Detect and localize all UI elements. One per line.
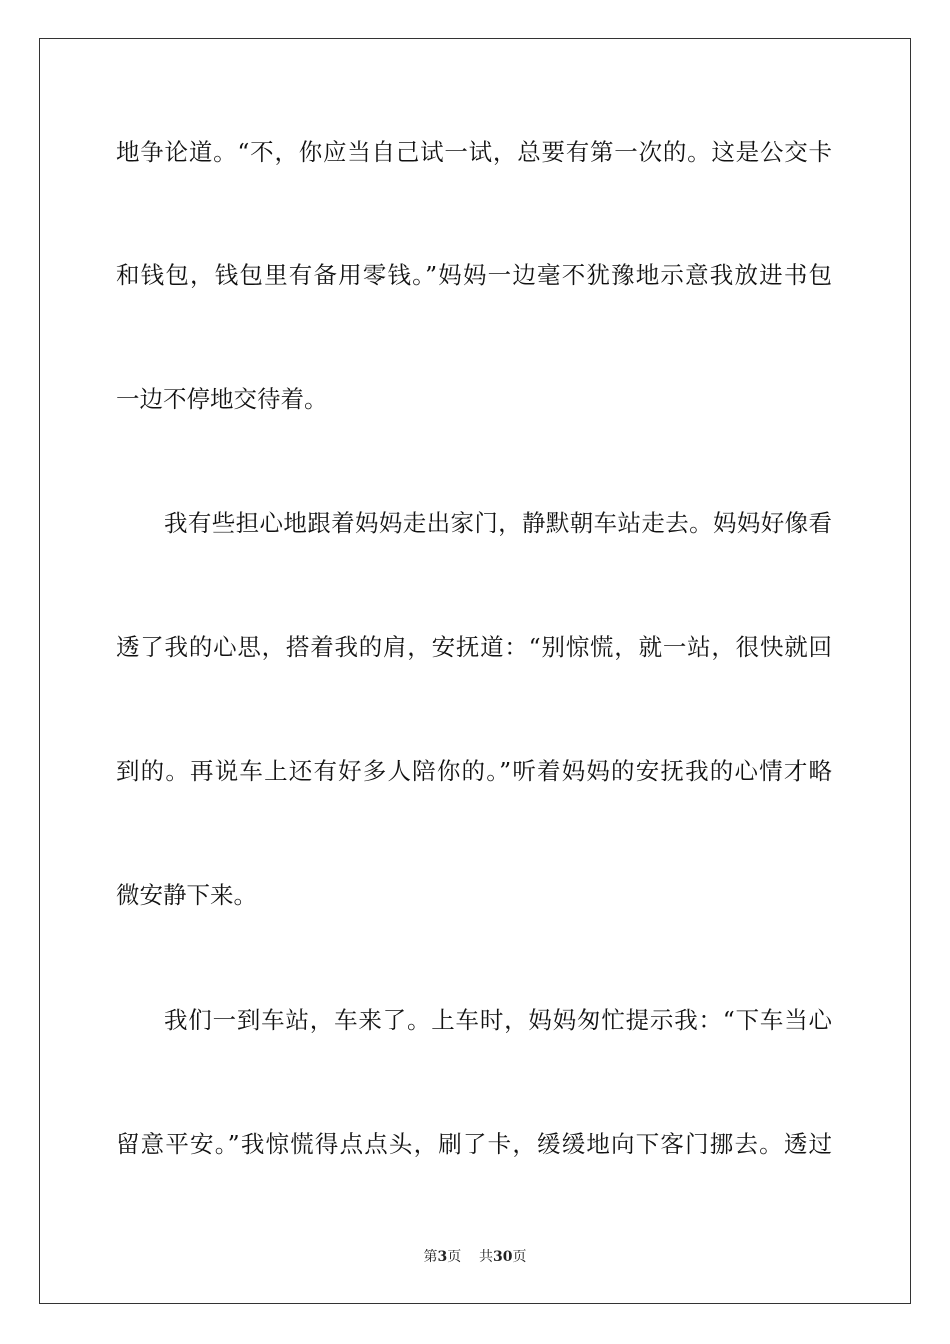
text-line-7: 微安静下来。 <box>116 881 257 909</box>
footer-page-current: 3 <box>437 1249 448 1265</box>
footer-page-prefix: 第 <box>423 1249 438 1265</box>
page-footer <box>0 1248 950 1266</box>
footer-total-prefix: 共 <box>479 1249 494 1265</box>
footer-total-suffix: 页 <box>512 1249 527 1265</box>
text-line-6: 到的。再说车上还有好多人陪你的。”听着妈妈的安抚我的心情才略 <box>116 757 832 785</box>
text-line-1: 地争论道。“不，你应当自己试一试，总要有第一次的。这是公交卡 <box>116 138 832 166</box>
text-line-3: 一边不停地交待着。 <box>116 385 328 413</box>
text-line-5: 透了我的心思，搭着我的肩，安抚道：“别惊慌，就一站，很快就回 <box>116 633 832 661</box>
text-line-9: 留意平安。”我惊慌得点点头，刷了卡，缓缓地向下客门挪去。透过 <box>116 1130 832 1158</box>
text-line-4: 我有些担心地跟着妈妈走出家门，静默朝车站走去。妈妈好像看 <box>164 509 832 537</box>
page-border <box>39 38 911 1304</box>
footer-page-total: 30 <box>493 1249 513 1265</box>
footer-page-suffix: 页 <box>447 1249 462 1265</box>
text-line-2: 和钱包，钱包里有备用零钱。”妈妈一边毫不犹豫地示意我放进书包 <box>116 261 832 289</box>
text-line-8: 我们一到车站，车来了。上车时，妈妈匆忙提示我：“下车当心 <box>164 1006 832 1034</box>
